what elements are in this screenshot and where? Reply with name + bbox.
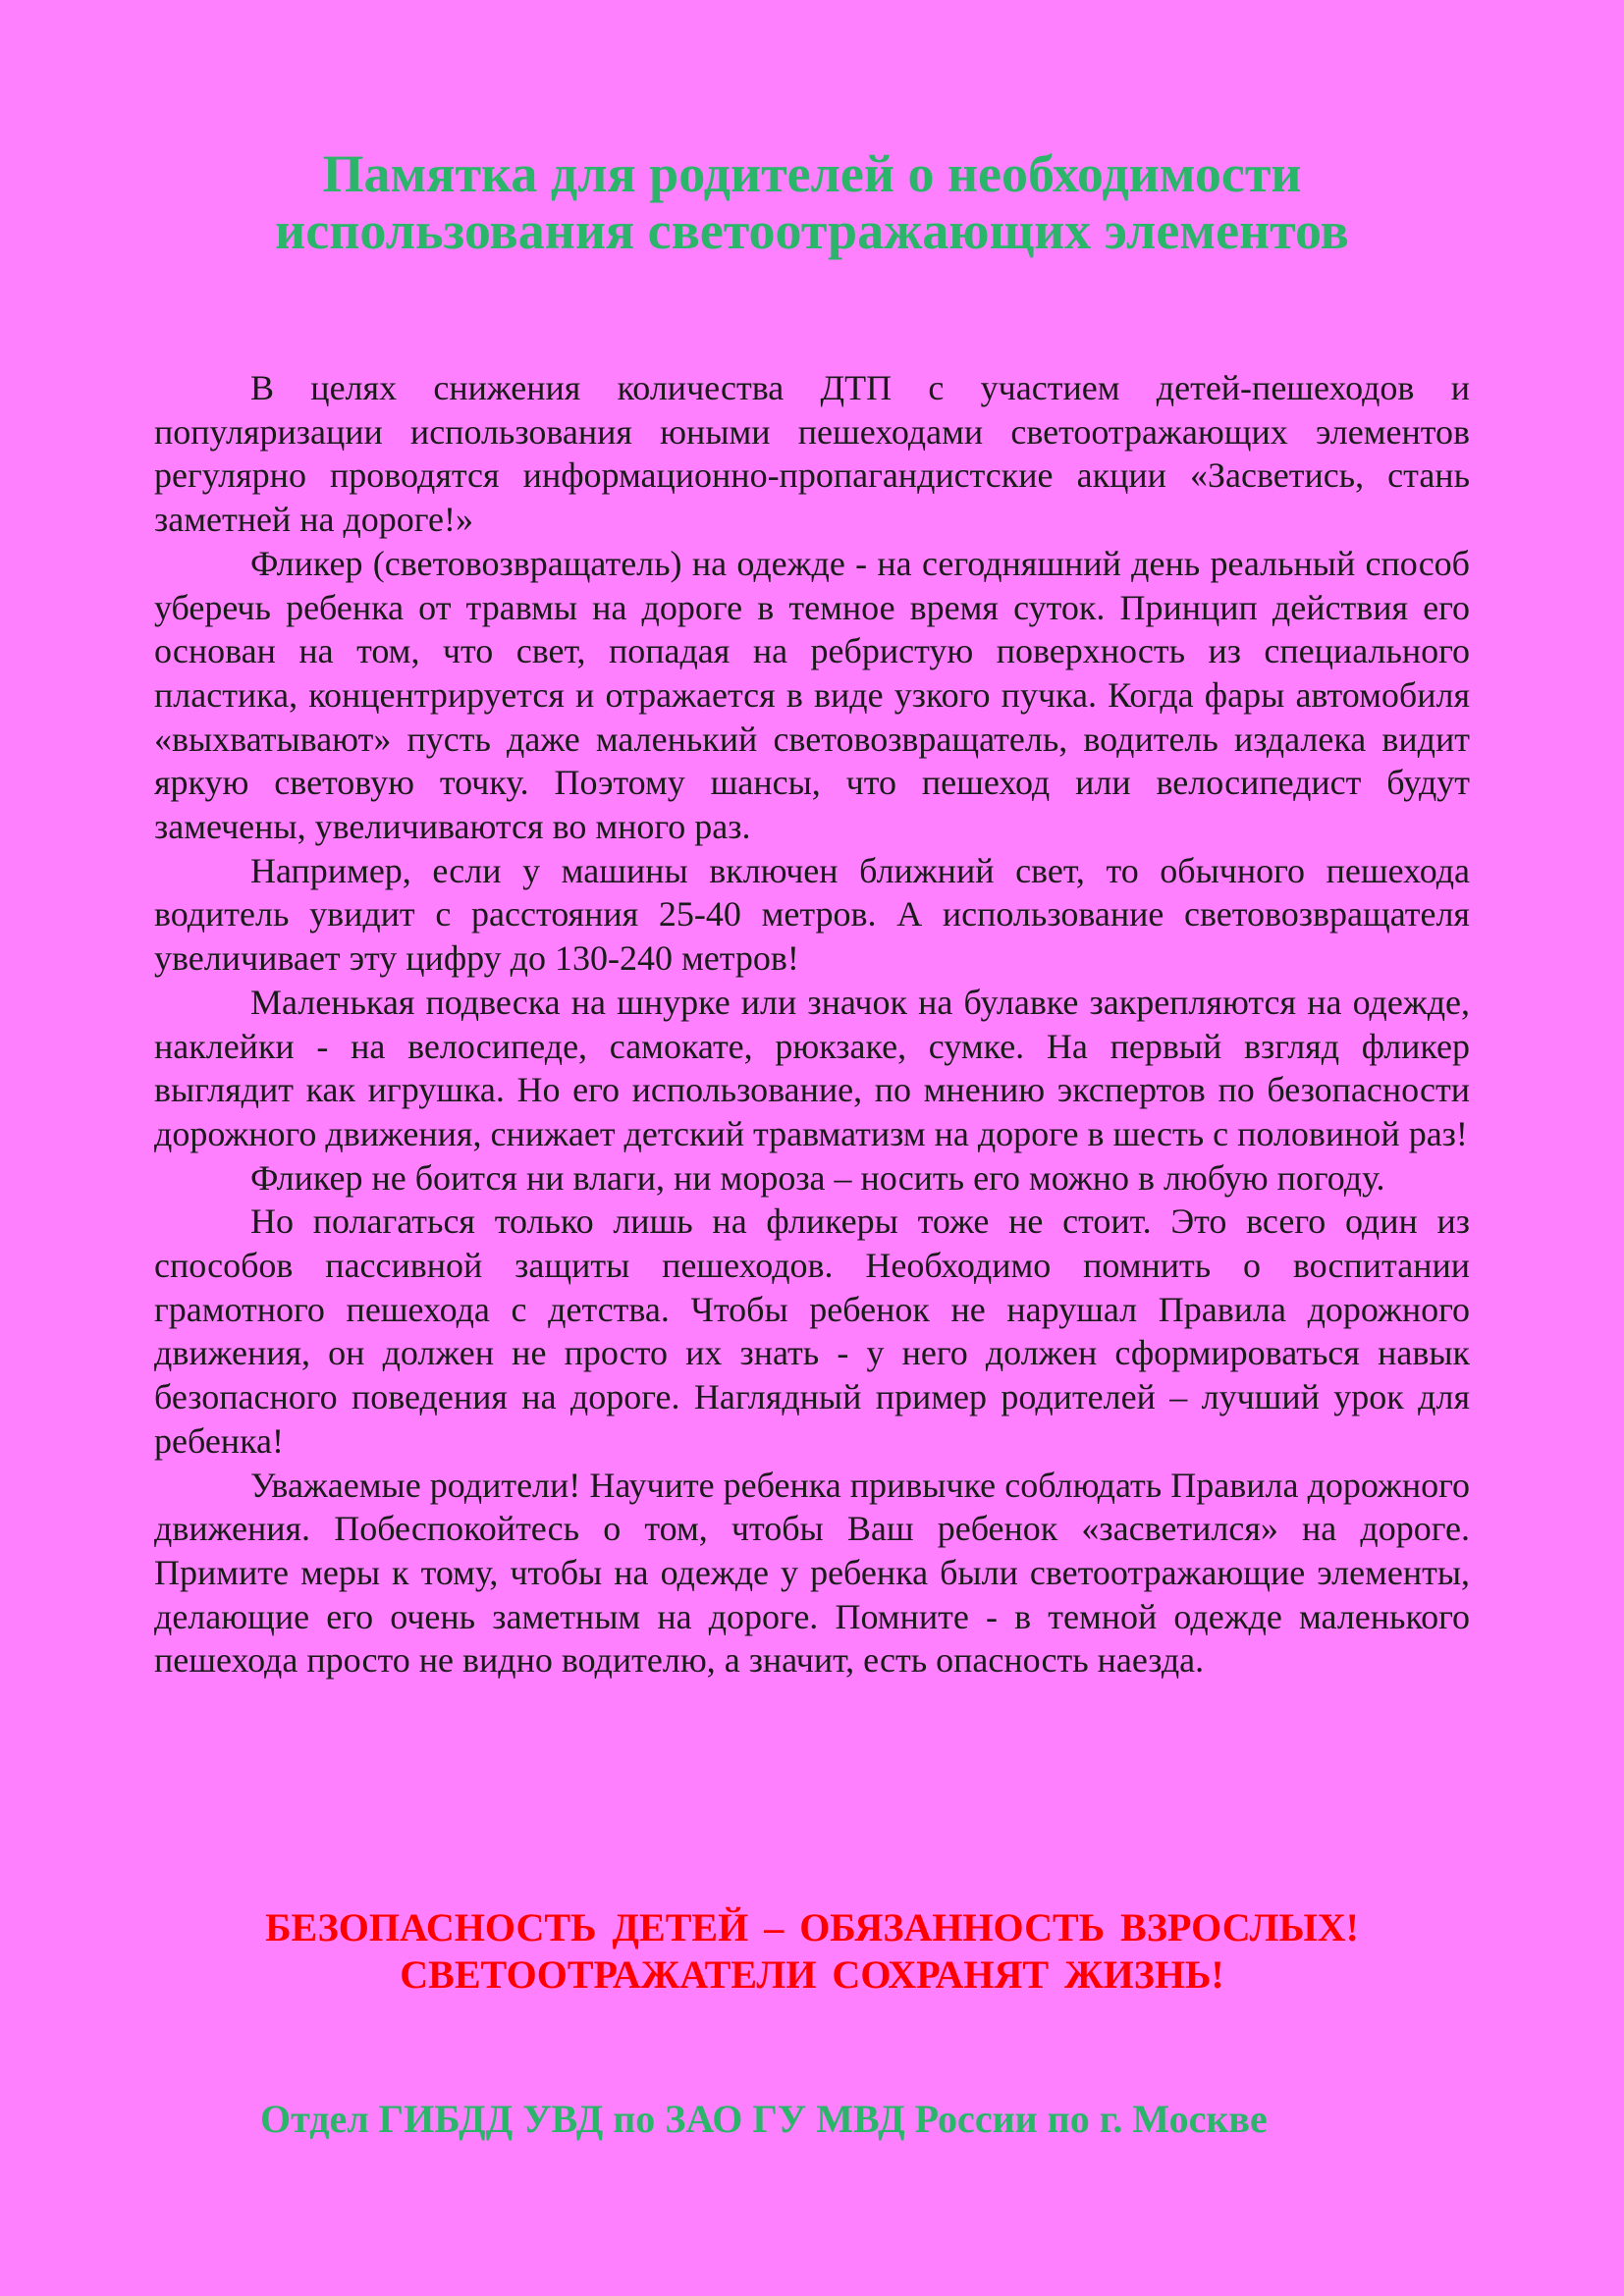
paragraph-intro: В целях снижения количества ДТП с участием детей-пешеходов и популяризации использования юными пешеходами светоотражающих элементов регулярно проводятся информационно-пропагандистские акции «Засветись, стань заметней на дороге!» [154,368,1470,540]
body-text [154,366,1470,1682]
slogan [147,1904,1477,1999]
paragraph-flicker-usage: Маленькая подвеска на шнурке или значок на булавке закрепляются на одежде, наклейки - на велосипеде, самокате, рюкзаке, сумке. На первый взгляд фликер выглядит как игрушка. Но его использование, по мнению экспертов по безопасности дорожного движения, снижает детский травматизм на дороге в шесть с половиной раз! [154,982,1470,1153]
signature: Отдел ГИБДД УВД по ЗАО ГУ МВД России по г. Москве [260,2097,1268,2141]
paragraph-flicker-principle: Фликер (световозвращатель) на одежде - на сегодняшний день реальный способ уберечь ребенка от травмы на дороге в темное время суток. Принцип действия его основан на том, что свет, попадая на ребристую поверхность из специального пластика, концентрируется и отражается в виде узкого пучка. Когда фары автомобиля «выхватывают» пусть даже маленький световозвращатель, водитель издалека видит яркую световую точку. Поэтому шансы, что пешеход или велосипедист будут замечены, увеличиваются во много раз. [154,543,1470,847]
slogan-line-1: БЕЗОПАСНОСТЬ ДЕТЕЙ – ОБЯЗАННОСТЬ ВЗРОСЛЫХ! [265,1905,1359,1949]
paragraph-education: Но полагаться только лишь на фликеры тоже не стоит. Это всего один из способов пассивной защиты пешеходов. Необходимо помнить о воспитании грамотного пешехода с детства. Чтобы ребенок не нарушал Правила дорожного движения, он должен не просто их знать - у него должен сформироваться навык безопасного поведения на дороге. Наглядный пример родителей – лучший урок для ребенка! [154,1201,1470,1461]
slogan-line-2: СВЕТООТРАЖАТЕЛИ СОХРАНЯТ ЖИЗНЬ! [400,1952,1224,1997]
paragraph-appeal: Уважаемые родители! Научите ребенка привычке соблюдать Правила дорожного движения. Побеспокойтесь о том, чтобы Ваш ребенок «засветился» на дороге. Примите меры к тому, чтобы на одежде у ребенка были светоотражающие элементы, делающие его очень заметным на дороге. Помните - в темной одежде маленького пешехода просто не видно водителю, а значит, есть опасность наезда. [154,1465,1470,1681]
page-title: Памятка для родителей о необходимости использования светоотражающих элементов [275,144,1349,260]
paragraph-weather: Фликер не боится ни влаги, ни мороза – носить его можно в любую погоду. [250,1157,1385,1198]
paragraph-visibility-distance: Например, если у машины включен ближний свет, то обычного пешехода водитель увидит с расстояния 25-40 метров. А использование световозвращателя увеличивает эту цифру до 130-240 метров! [154,850,1470,979]
